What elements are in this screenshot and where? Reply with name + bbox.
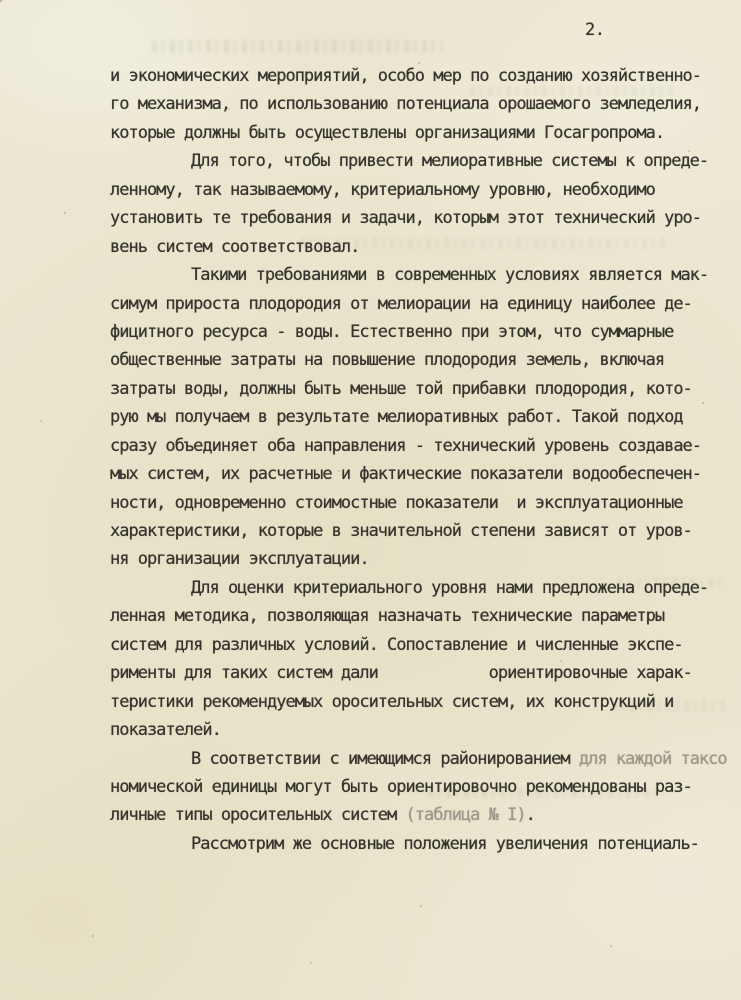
text-line (110, 233, 730, 261)
text-segment: ленному, так называемому, критериальному уровню, необходимо (110, 179, 655, 200)
text-segment: характеристики, которые в значительной степени зависят от уров- (110, 521, 692, 541)
text-line (110, 204, 730, 232)
text-segment: и экономических мероприятий, особо мер по созданию хозяйственно- (110, 66, 702, 86)
text-line (110, 62, 730, 90)
text-line (110, 545, 730, 573)
text-line (110, 119, 730, 147)
text-segment: ня организации эксплуатации. (110, 549, 369, 570)
page-number: 2. (585, 20, 605, 40)
text-segment: Для того, чтобы привести мелиоративные системы к опреде- (191, 151, 709, 172)
text-segment: рименты для таких систем дали ориентировочные харак- (110, 663, 692, 684)
text-line (110, 176, 730, 204)
text-line (110, 290, 730, 318)
text-segment: сразу объединяет оба направления - технический уровень создавае- (110, 435, 702, 456)
text-line (110, 631, 730, 659)
text-line (110, 659, 730, 687)
document-text (110, 62, 730, 858)
text-line (110, 318, 730, 346)
text-segment: фицитного ресурса - воды. Естественно при этом, что суммарные (110, 321, 674, 342)
text-segment: Такими требованиями в современных условиях является мак- (191, 265, 709, 286)
text-line (110, 716, 730, 744)
text-line (110, 90, 730, 118)
text-segment: ности, одновременно стоимостные показатели и эксплуатационные (110, 492, 683, 513)
text-line (110, 375, 730, 403)
text-segment: Рассмотрим же основные положения увеличения потенциаль- (191, 833, 699, 854)
text-segment: установить те требования и задачи, которым этот технический уро- (110, 208, 702, 229)
text-line (110, 688, 730, 716)
text-line (110, 773, 730, 801)
text-line (110, 602, 730, 630)
text-segment: общественные затраты на повышение плодородия земель, включая (110, 350, 665, 371)
bleedthrough-mark (152, 40, 442, 53)
text-segment: го механизма, по использованию потенциала орошаемого земледелия, (110, 94, 702, 115)
text-line (110, 432, 730, 460)
text-segment: В соответствии с имеющимся районированием (191, 748, 579, 769)
text-line (110, 830, 730, 858)
text-segment: Для оценки критериального уровня нами предложена опреде- (191, 577, 709, 598)
text-segment: ленная методика, позволяющая назначать технические параметры (110, 606, 665, 627)
text-line (110, 147, 730, 175)
faded-text-segment: для каждой таксо (578, 748, 727, 769)
text-line (110, 517, 730, 545)
text-line (110, 574, 730, 602)
text-segment: показателей. (110, 720, 221, 741)
text-segment: затраты воды, должны быть меньше той прибавки плодородия, кото- (110, 378, 692, 399)
text-segment: номической единицы могут быть ориентировочно рекомендованы раз- (110, 776, 692, 797)
text-line (110, 346, 730, 374)
text-line (110, 801, 730, 829)
text-segment: мых систем, их расчетные и фактические показатели водообеспечен- (110, 464, 702, 485)
faded-text-segment: (таблица № I) (405, 805, 526, 826)
text-segment: теристики рекомендуемых оросительных систем, их конструкций и (110, 691, 674, 712)
text-segment: которые должны быть осуществлены организациями Госагропрома. (110, 122, 665, 143)
text-line (110, 261, 730, 289)
text-line (110, 460, 730, 488)
text-line (110, 403, 730, 431)
text-segment: рую мы получаем в результате мелиоративных работ. Такой подход (110, 407, 683, 428)
text-segment: личные типы оросительных систем (110, 805, 406, 826)
text-segment: систем для различных условий. Сопоставление и численные экспе- (110, 634, 683, 655)
text-line (110, 745, 730, 773)
text-segment: . (525, 805, 535, 826)
text-segment: вень систем соответствовал. (110, 236, 360, 257)
text-segment: симум прироста плодородия от мелиорации на единицу наиболее де- (110, 293, 692, 314)
text-line (110, 489, 730, 517)
